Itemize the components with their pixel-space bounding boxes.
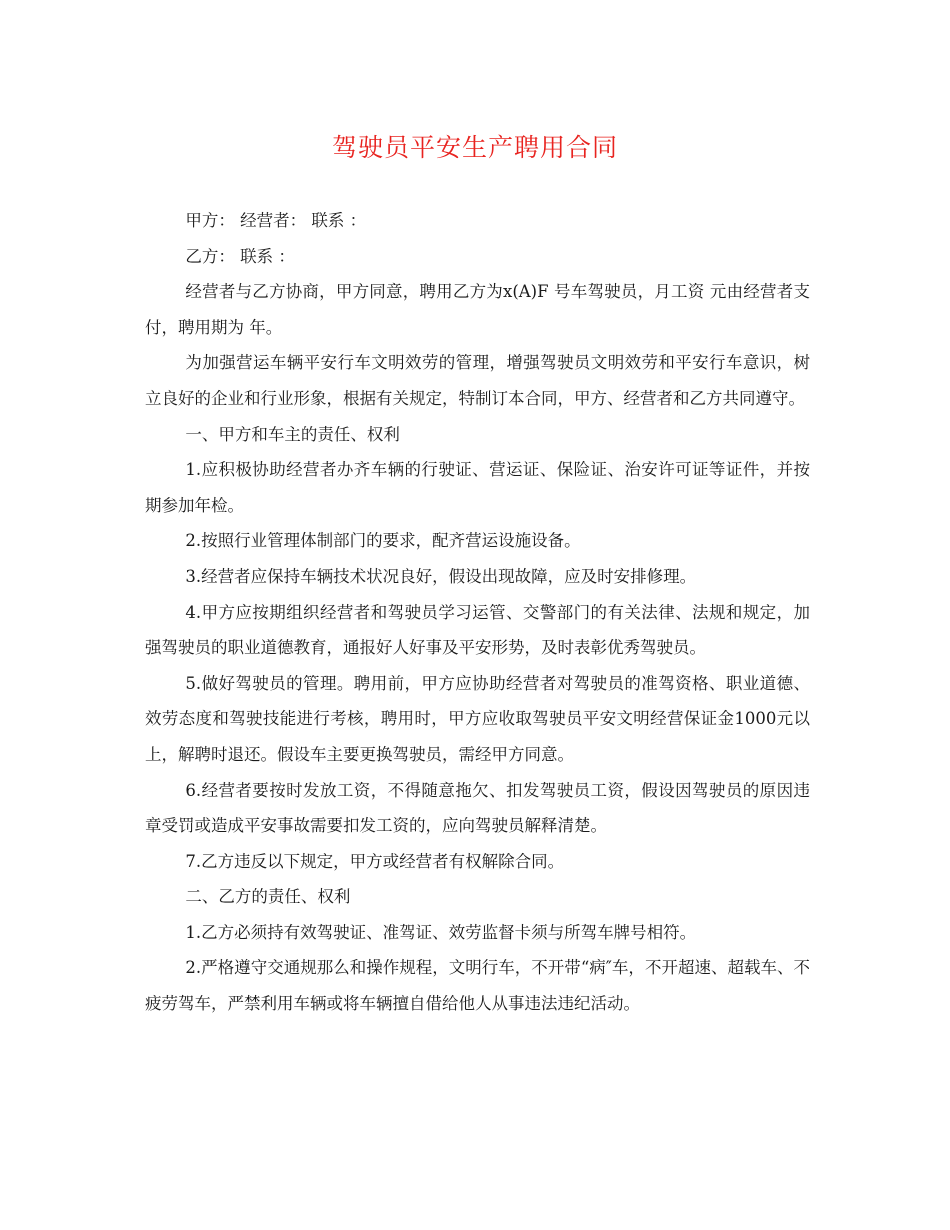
clause-a-3: 3.经营者应保持车辆技术状况良好，假设出现故障，应及时安排修理。 <box>185 566 697 586</box>
clause-a-1: 1.应积极协助经营者办齐车辆的行驶证、营运证、保险证、治安许可证等证件，并按期参加年检。 <box>145 460 810 515</box>
clause-b-1: 1.乙方必须持有效驾驶证、准驾证、效劳监督卡须与所驾车牌号相符。 <box>185 922 697 942</box>
document-title: 驾驶员平安生产聘用合同 <box>331 133 618 162</box>
clause-a-7: 7.乙方违反以下规定，甲方或经营者有权解除合同。 <box>185 851 565 871</box>
section-heading-party-a: 一、甲方和车主的责任、权利 <box>185 424 400 444</box>
clause-a-2: 2.按照行业管理体制部门的要求，配齐营运设施设备。 <box>185 531 581 551</box>
purpose-paragraph: 为加强营运车辆平安行车文明效劳的管理，增强驾驶员文明效劳和平安行车意识，树立良好的企业和行业形象，根据有关规定，特制订本合同，甲方、经营者和乙方共同遵守。 <box>145 353 810 408</box>
party-b-line: 乙方： 联系 ： <box>185 246 295 266</box>
clause-a-5: 5.做好驾驶员的管理。聘用前，甲方应协助经营者对驾驶员的准驾资格、职业道德、效劳态度和驾驶技能进行考核，聘用时，甲方应收取驾驶员平安文明经营保证金1000元以上，解聘时退还。假设车主要更换驾驶员，需经甲方同意。 <box>145 673 810 764</box>
clause-a-4: 4.甲方应按期组织经营者和驾驶员学习运管、交警部门的有关法律、法规和规定，加强驾驶员的职业道德教育，通报好人好事及平安形势，及时表彰优秀驾驶员。 <box>145 602 810 658</box>
document-body <box>145 203 810 1022</box>
clause-a-6: 6.经营者要按时发放工资，不得随意拖欠、扣发驾驶员工资，假设因驾驶员的原因违章受罚或造成平安事故需要扣发工资的，应向驾驶员解释清楚。 <box>145 780 810 836</box>
intro-paragraph: 经营者与乙方协商，甲方同意，聘用乙方为x(A)F 号车驾驶员，月工资 元由经营者支付，聘用期为 年。 <box>145 282 810 337</box>
clause-b-2: 2.严格遵守交通规那么和操作规程，文明行车，不开带“病″车，不开超速、超载车、不疲劳驾车，严禁利用车辆或将车辆擅自借给他人从事违法违纪活动。 <box>145 958 810 1014</box>
party-a-line: 甲方： 经营者： 联系 ： <box>185 211 367 230</box>
section-heading-party-b: 二、乙方的责任、权利 <box>185 887 351 907</box>
